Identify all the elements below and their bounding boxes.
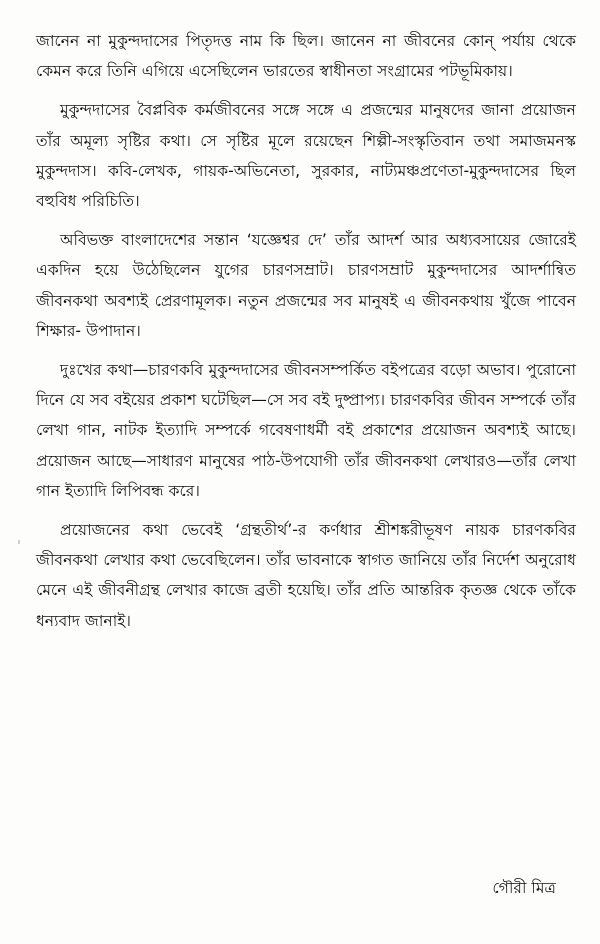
body-text [36, 26, 576, 645]
paragraph-1: জানেন না মুকুন্দদাসের পিতৃদত্ত নাম কি ছিল। জানেন না জীবনের কোন্‌ পর্যায় থেকে কেমন করে তিনি এগিয়ে এসেছিলেন ভারতের স্বাধীনতা সংগ্রামের পটভূমিকায়। [36, 32, 576, 81]
scan-edge-mark [18, 540, 20, 544]
author-signature: গৌরী মিত্র [492, 879, 556, 897]
paragraph-2: মুকুন্দদাসের বৈপ্লবিক কর্মজীবনের সঙ্গে সঙ্গে এ প্রজন্মের মানুষদের জানা প্রয়োজন তাঁর অমূল্য সৃষ্টির কথা। সে সৃষ্টির মূলে রয়েছেন শিল্পী-সংস্কৃতিবান তথা সমাজমনস্ক মুকুন্দদাস। কবি-লেখক, গায়ক-অভিনেতা, সুরকার, নাট্যমঞ্চপ্রণেতা-মুকুন্দদাসের ছিল বহুবিধ পরিচিতি। [36, 101, 576, 211]
paragraph-4: দুঃখের কথা—চারণকবি মুকুন্দদাসের জীবনসম্পর্কিত বইপত্রের বড়ো অভাব। পুরোনো দিনে যে সব বইয়ের প্রকাশ ঘটেছিল—সে সব বই দুষ্প্রাপ্য। চারণকবির জীবন সম্পর্কে তাঁর লেখা গান, নাটক ইত্যাদি সম্পর্কে গবেষণাধর্মী বই প্রকাশের প্রয়োজন অবশ্যই আছে। প্রয়োজন আছে—সাধারণ মানুষের পাঠ-উপযোগী তাঁর জীবনকথা লেখারও—তাঁর লেখা গান ইত্যাদি লিপিবন্ধ করে। [36, 361, 576, 500]
paragraph-5: প্রয়োজনের কথা ভেবেই ‘গ্রন্থতীর্থ’-র কর্ণধার শ্রীশঙ্করীভূষণ নায়ক চারণকবির জীবনকথা লেখার কথা ভেবেছিলেন। তাঁর ভাবনাকে স্বাগত জানিয়ে তাঁর নির্দেশ অনুরোধ মেনে এই জীবনীগ্রন্থ লেখার কাজে ব্রতী হয়েছি। তাঁর প্রতি আন্তরিক কৃতজ্ঞ থেকে তাঁকে ধন্যবাদ জানাই। [36, 521, 576, 630]
paragraph-3: অবিভক্ত বাংলাদেশের সন্তান ‘যজ্ঞেশ্বর দে’ তাঁর আদর্শ আর অধ্যবসায়ের জোরেই একদিন হয়ে উঠেছিলেন যুগের চারণসম্রাট। চারণসম্রাট মুকুন্দদাসের আদর্শান্বিত জীবনকথা অবশ্যই প্রেরণামূলক। নতুন প্রজন্মের সব মানুষই এ জীবনকথায় খুঁজে পাবেন শিক্ষার- উপাদান। [36, 231, 576, 340]
